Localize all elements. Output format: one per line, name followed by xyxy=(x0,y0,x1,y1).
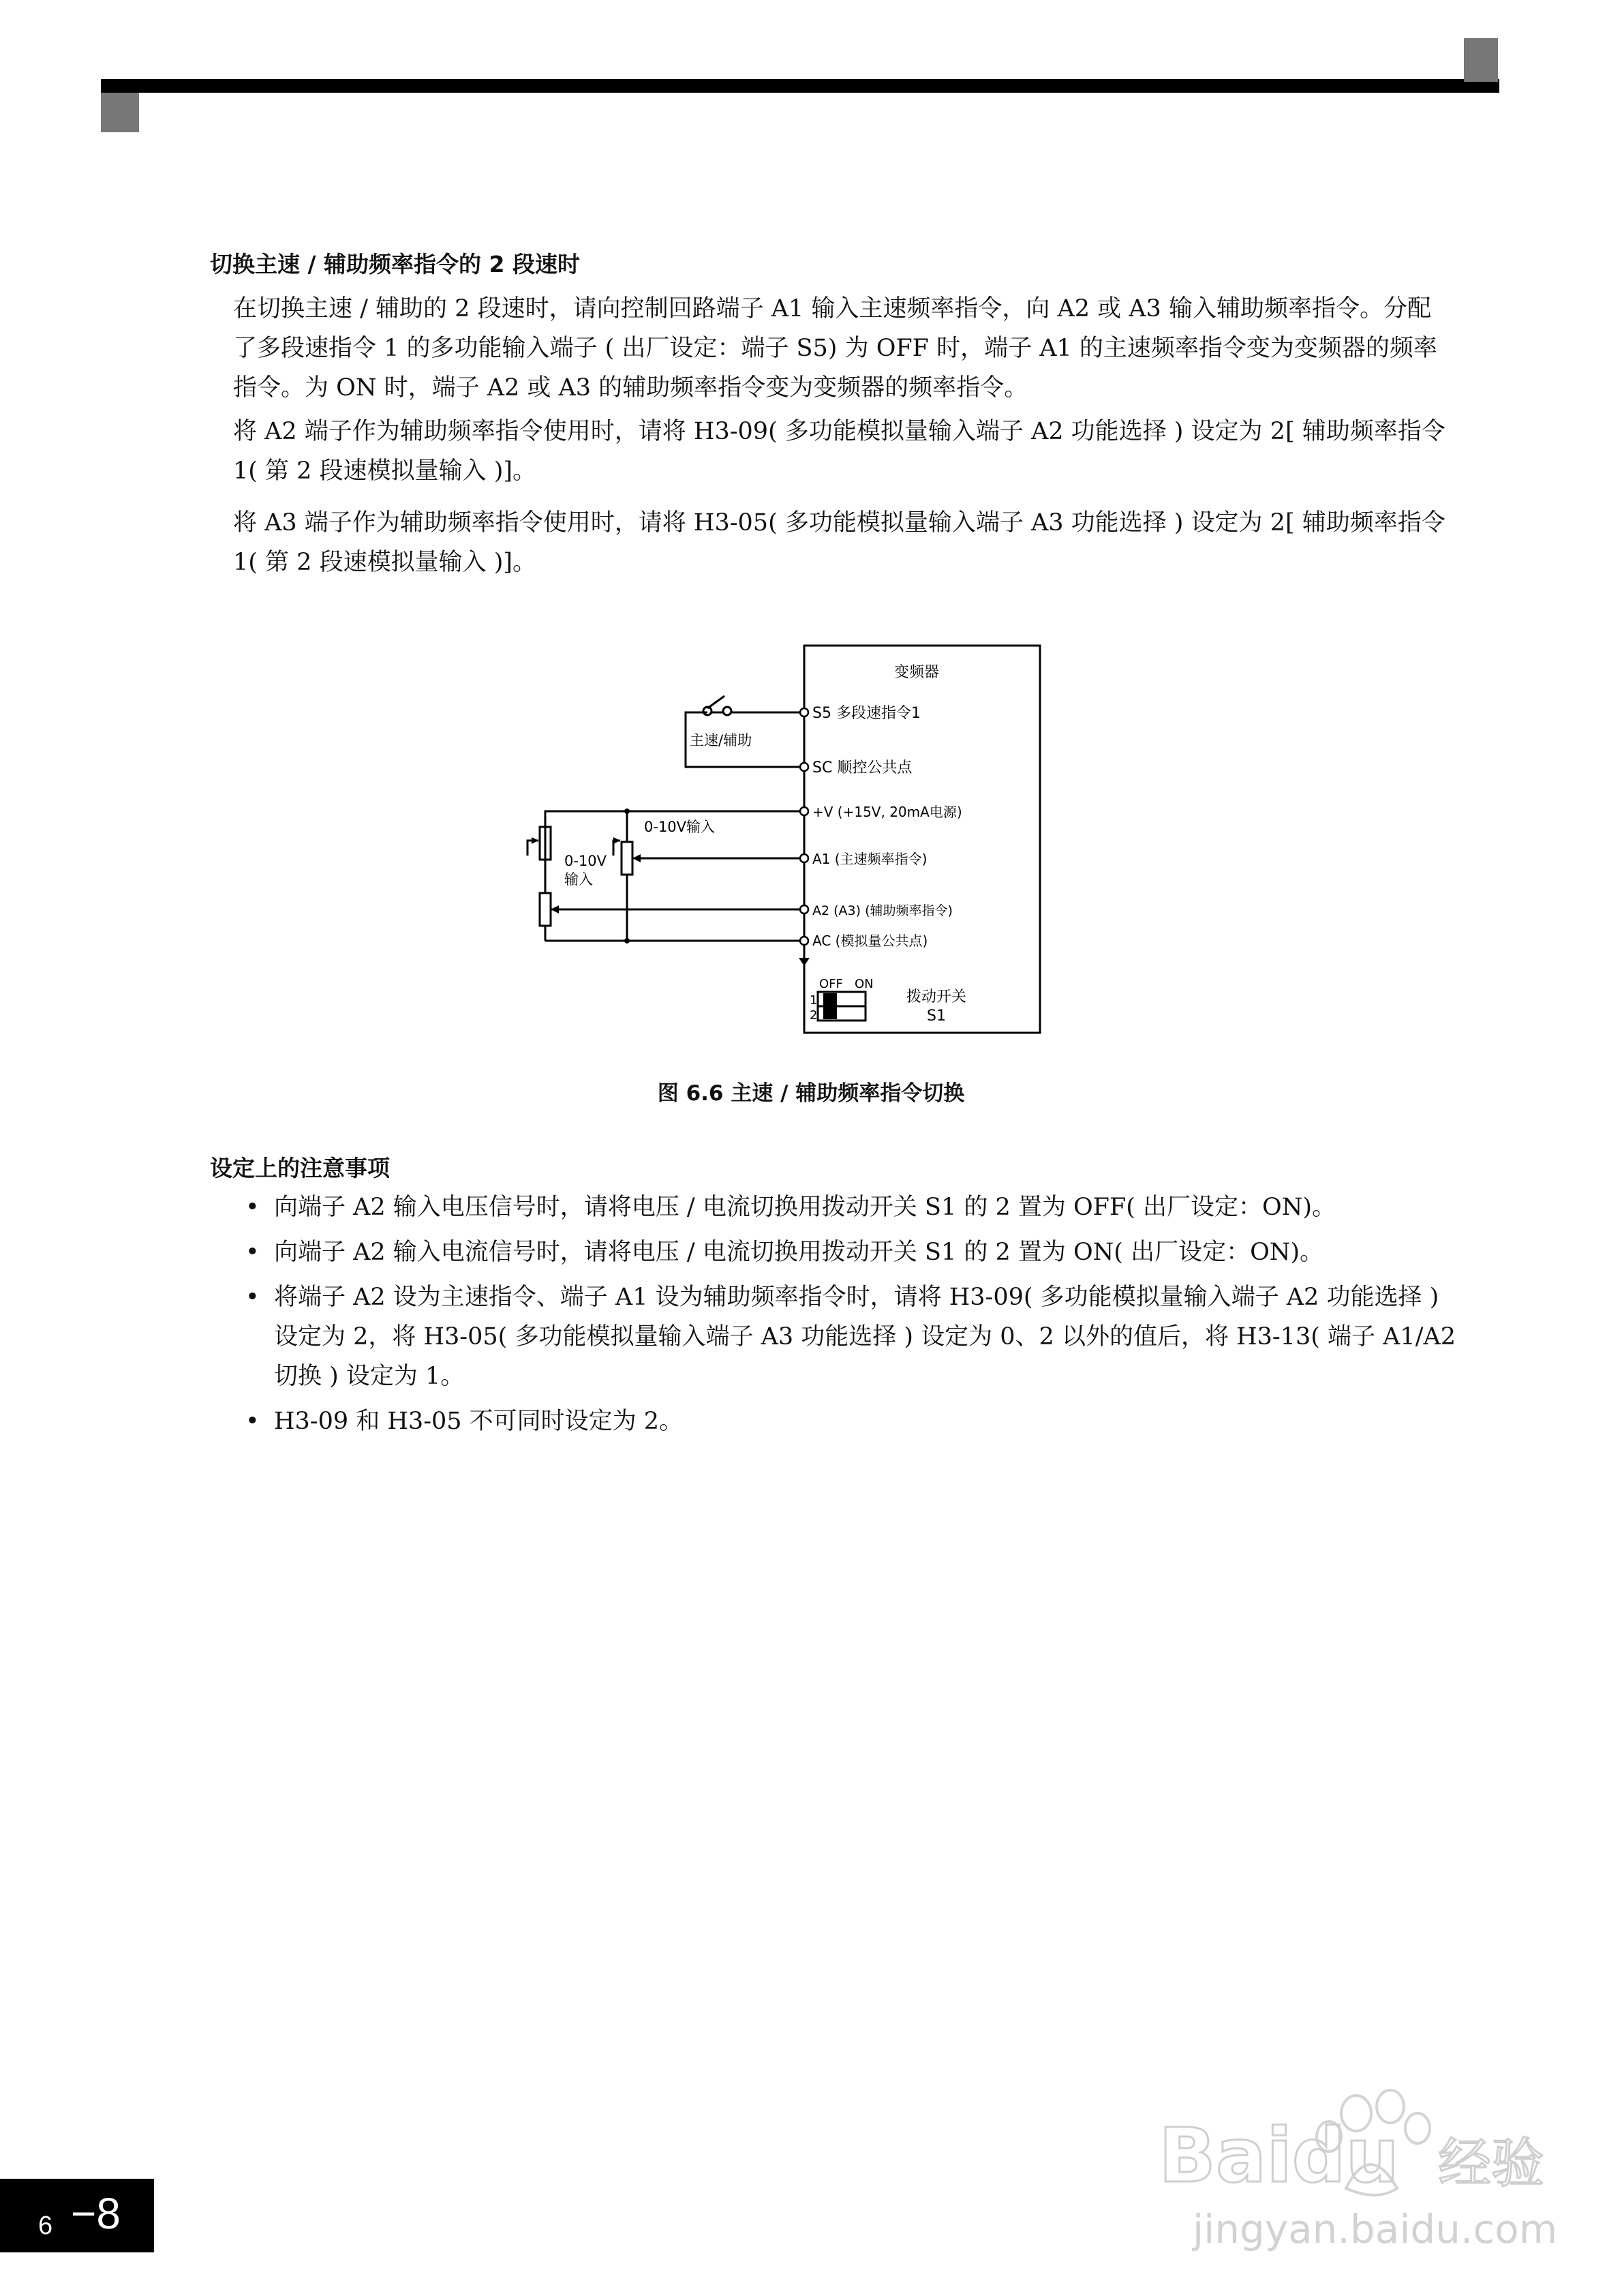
notes-list xyxy=(245,1188,1458,1447)
page-number xyxy=(0,2179,154,2252)
list-item: • 向端子 A2 输入电流信号时，请将电压 / 电流切换用拨动开关 S1 的 2 置为 ON( 出厂设定：ON)。 xyxy=(245,1233,1458,1272)
switch-lever xyxy=(707,696,724,708)
terminal-a2: A2 (A3) (辅助频率指令) xyxy=(812,903,953,918)
paragraph-3: 将 A3 端子作为辅助频率指令使用时，请将 H3-05( 多功能模拟量输入端子 A3 功能选择 ) 设定为 2[ 辅助频率指令 1( 第 2 段速模拟量输入 )]。 xyxy=(233,509,1445,576)
dip-on-label: ON xyxy=(855,977,874,991)
notes-heading: 设定上的注意事项 xyxy=(210,1155,390,1181)
list-item: • 向端子 A2 输入电压信号时，请将电压 / 电流切换用拨动开关 S1 的 2 置为 OFF( 出厂设定：ON)。 xyxy=(245,1188,1458,1227)
terminal-v: +V (+15V, 20mA电源) xyxy=(812,804,962,820)
input-label-left-1: 0-10V xyxy=(564,853,607,869)
dip-label-2: S1 xyxy=(927,1008,946,1025)
header-marker-right xyxy=(1464,38,1498,82)
dip-off-label: OFF xyxy=(819,977,843,991)
chapter-number: 6 xyxy=(38,2211,53,2240)
watermark-brand: Baidu xyxy=(1159,2112,1399,2199)
terminal-sc: SC 顺控公共点 xyxy=(812,759,913,776)
arrow-a2 xyxy=(551,905,559,913)
watermark-url: jingyan.baidu.com xyxy=(1193,2206,1558,2252)
section-heading: 切换主速 / 辅助频率指令的 2 段速时 xyxy=(210,251,580,277)
dip-row-2: 2 xyxy=(810,1008,818,1023)
page-number-value: −8 xyxy=(71,2189,121,2238)
bullet-icon: • xyxy=(245,1408,260,1435)
bullet-icon: • xyxy=(245,1239,260,1266)
paragraph-1: 在切换主速 / 辅助的 2 段速时，请向控制回路端子 A1 输入主速频率指令，向 A2 或 A3 输入辅助频率指令。分配了多段速指令 1 的多功能输入端子 ( 出厂设定：端子 S5) 为 OFF 时，端子 A1 的主速频率指令变为变频器的频率指令。为 ON 时，端子 A2 或 A3 的辅助频率指令变为变频器的频率指令。 xyxy=(233,295,1437,402)
ground-arrow xyxy=(799,958,810,966)
header-marker-left xyxy=(101,93,139,132)
bullet-icon: • xyxy=(245,1194,260,1221)
list-item: • 将端子 A2 设为主速指令、端子 A1 设为辅助频率指令时，请将 H3-09( 多功能模拟量输入端子 A2 功能选择 ) 设定为 2，将 H3-05( 多功能模拟量输入端子 A3 功能选择 ) 设定为 0、2 以外的值后，将 H3-13( 端子 A1/A2 切换 ) 设定为 1。 xyxy=(245,1278,1458,1396)
switch-contact-right xyxy=(723,707,731,715)
paragraph-2: 将 A2 端子作为辅助频率指令使用时，请将 H3-09( 多功能模拟量输入端子 A2 功能选择 ) 设定为 2[ 辅助频率指令 1( 第 2 段速模拟量输入 )]。 xyxy=(233,418,1445,485)
arrow-a1 xyxy=(632,854,641,862)
inverter-label: 变频器 xyxy=(894,664,940,681)
bullet-icon: • xyxy=(245,1284,260,1311)
input-label-top: 0-10V输入 xyxy=(644,819,716,835)
switch-label: 主速/辅助 xyxy=(690,732,752,749)
dip-label-1: 拨动开关 xyxy=(906,988,967,1006)
list-item: • H3-09 和 H3-05 不可同时设定为 2。 xyxy=(245,1402,1458,1441)
pot-left-lower xyxy=(540,893,551,926)
terminal-ac: AC (模拟量公共点) xyxy=(812,933,928,949)
watermark-brand-cn: 经验 xyxy=(1438,2133,1545,2194)
header-rule xyxy=(101,79,1499,93)
wiring-diagram xyxy=(518,637,1063,1046)
baidu-watermark xyxy=(1152,2086,1561,2263)
pot-right xyxy=(622,842,632,875)
inverter-box xyxy=(804,646,1040,1033)
terminal-a1: A1 (主速频率指令) xyxy=(812,851,928,867)
dip-knob xyxy=(823,993,837,1019)
terminal-s5: S5 多段速指令1 xyxy=(812,705,921,722)
input-label-left-2: 输入 xyxy=(564,871,593,888)
dip-row-1: 1 xyxy=(810,993,818,1008)
arrow-wiper-right xyxy=(613,837,620,844)
figure-caption: 图 6.6 主速 / 辅助频率指令切换 xyxy=(657,1081,965,1106)
